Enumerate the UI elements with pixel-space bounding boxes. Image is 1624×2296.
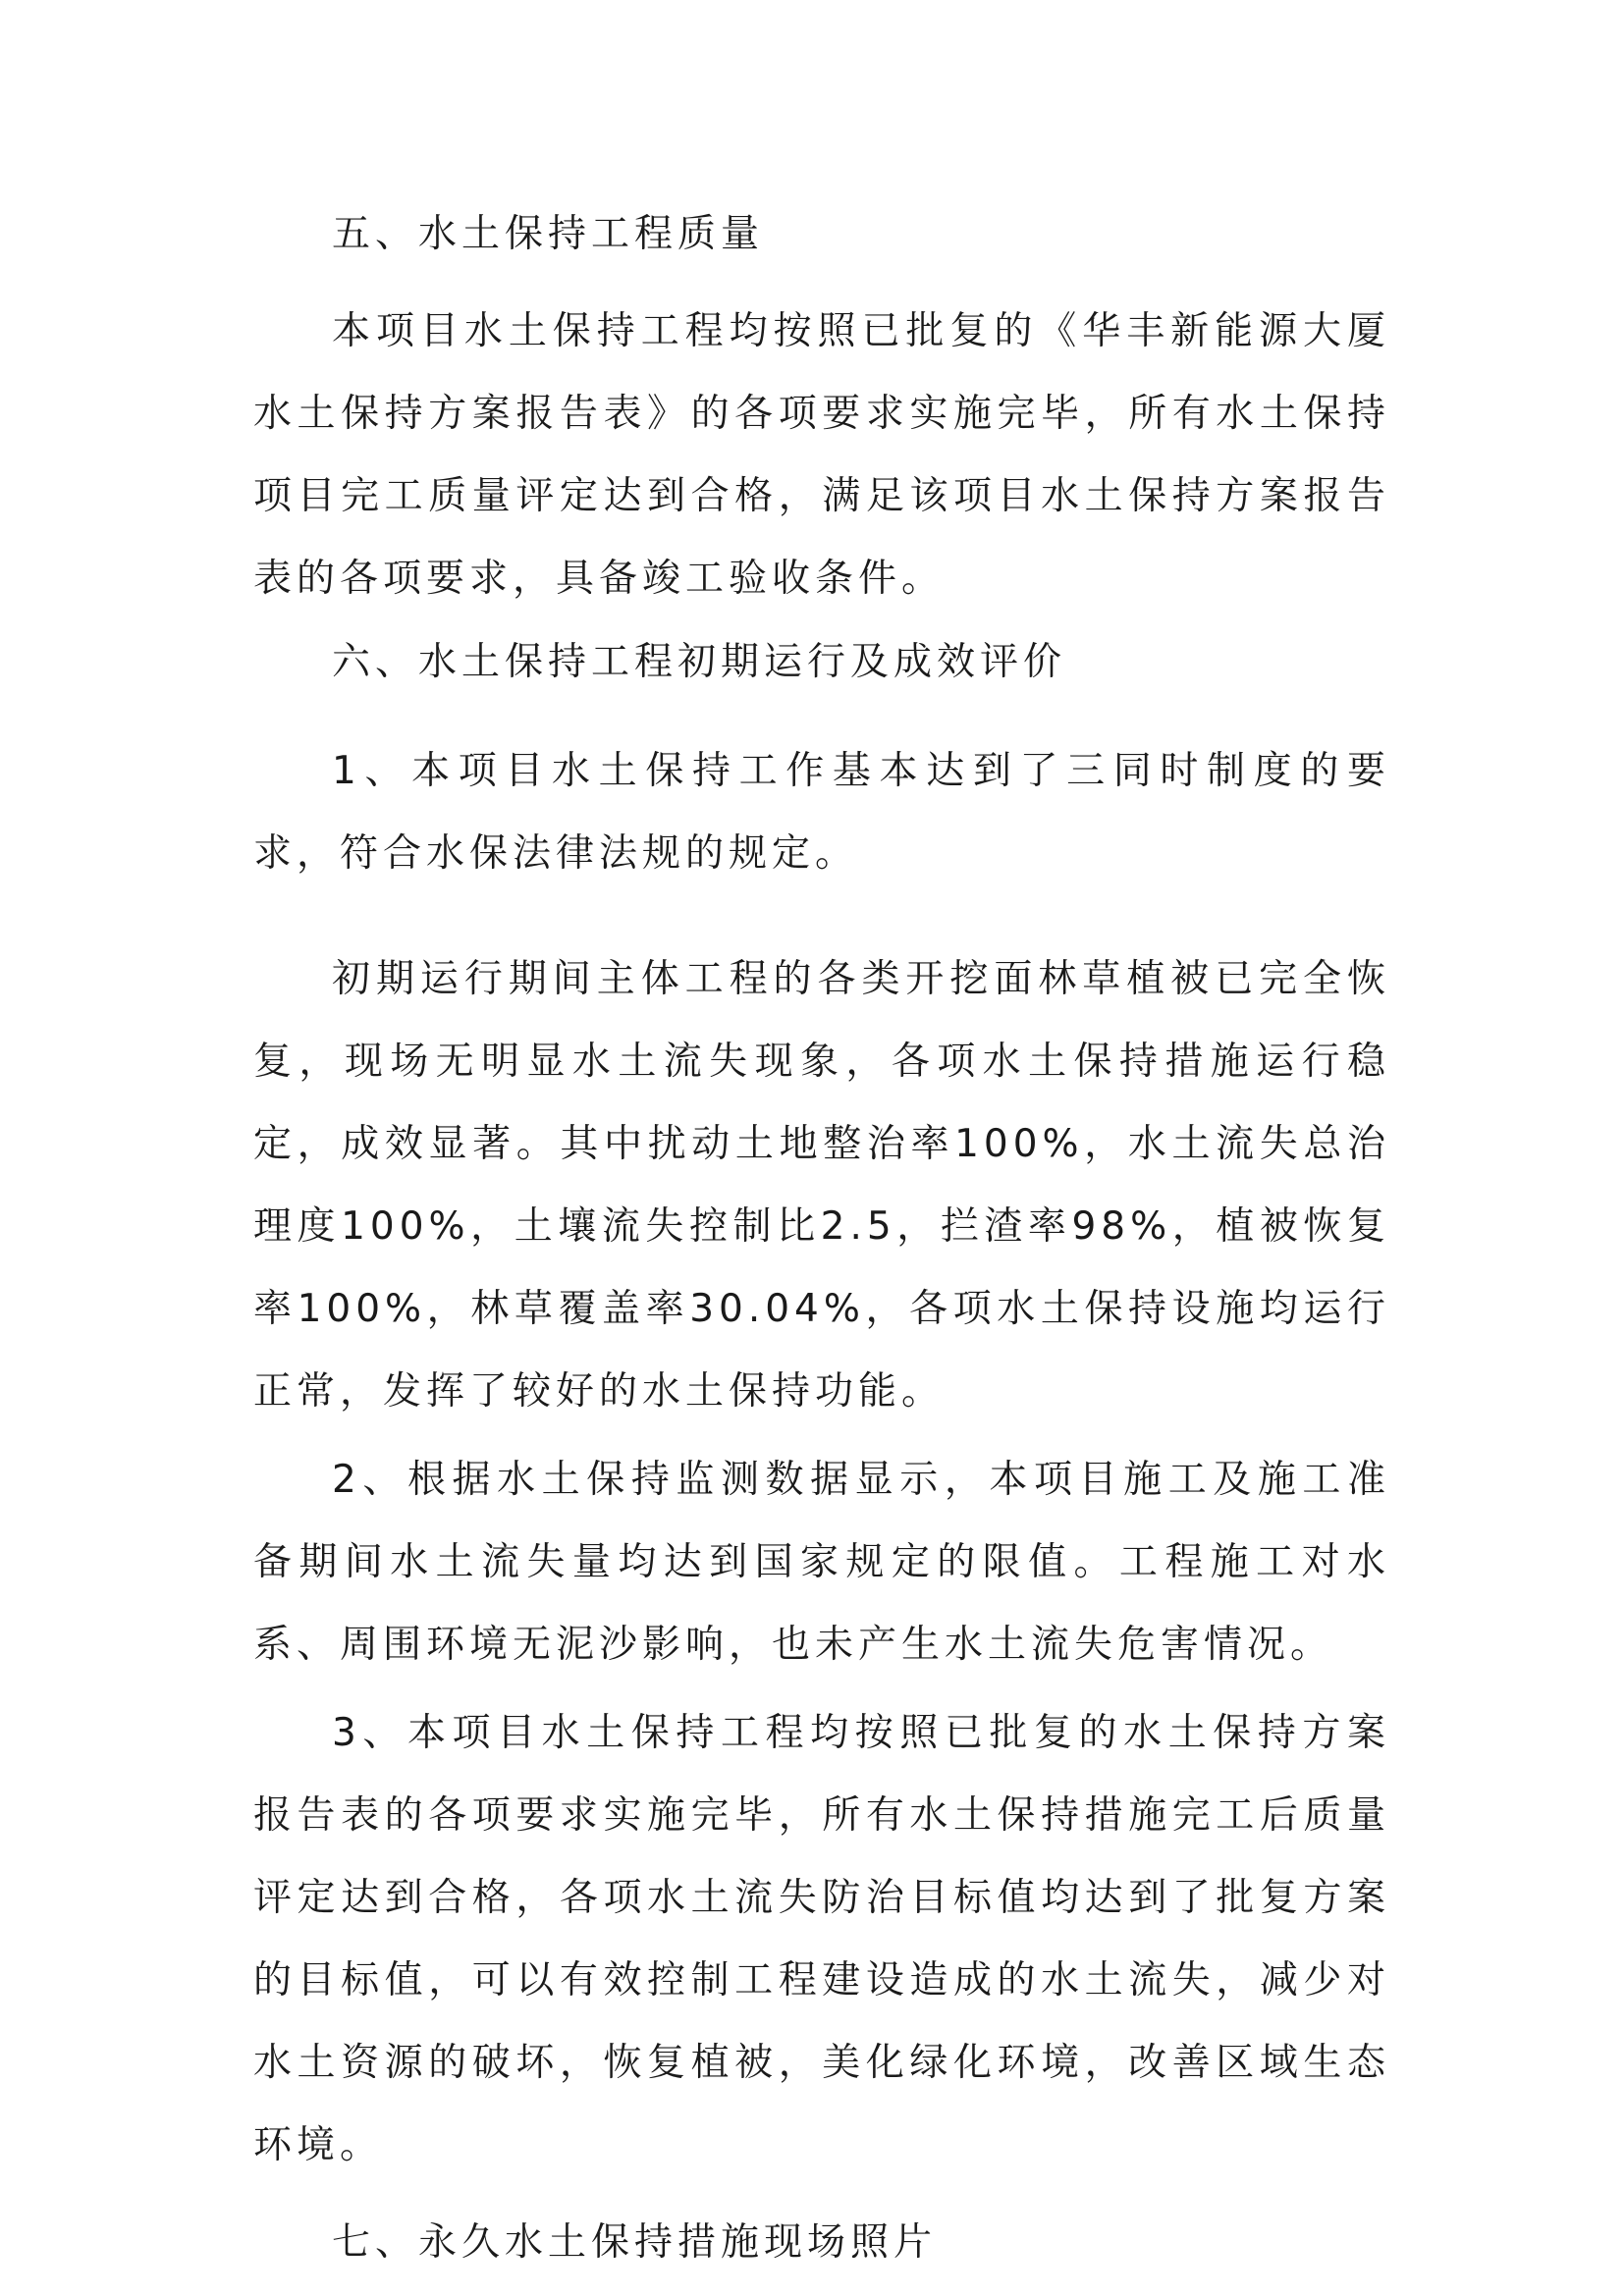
section-6-heading: 六、水土保持工程初期运行及成效评价 bbox=[332, 640, 1067, 684]
document-body bbox=[253, 192, 1390, 2271]
section-6-item-2: 2、根据水土保持监测数据显示，本项目施工及施工准备期间水土流失量均达到国家规定的限值。工程施工对水系、周围环境无泥沙影响，也未产生水土流失危害情况。 bbox=[253, 1458, 1390, 1667]
section-6-item-3: 3、本项目水土保持工程均按照已批复的水土保持方案报告表的各项要求实施完毕，所有水土保持措施完工后质量评定达到合格，各项水土流失防治目标值均达到了批复方案的目标值，可以有效控制工程建设造成的水土流失，减少对水土资源的破坏，恢复植被，美化绿化环境，改善区域生态环境。 bbox=[253, 1711, 1390, 2167]
section-5-heading: 五、水土保持工程质量 bbox=[332, 212, 765, 256]
section-6-item-1-detail: 初期运行期间主体工程的各类开挖面林草植被已完全恢复，现场无明显水土流失现象，各项水土保持措施运行稳定，成效显著。其中扰动土地整治率100%，水土流失总治理度100%，土壤流失控制比2.5，拦渣率98%，植被恢复率100%，林草覆盖率30.04%，各项水土保持设施均运行正常，发挥了较好的水土保持功能。 bbox=[253, 957, 1390, 1414]
section-5-paragraph: 本项目水土保持工程均按照已批复的《华丰新能源大厦水土保持方案报告表》的各项要求实施完毕，所有水土保持项目完工质量评定达到合格，满足该项目水土保持方案报告表的各项要求，具备竣工验收条件。 bbox=[253, 309, 1390, 601]
section-6-item-1: 1、本项目水土保持工作基本达到了三同时制度的要求，符合水保法律法规的规定。 bbox=[253, 749, 1390, 876]
section-7-heading: 七、永久水土保持措施现场照片 bbox=[332, 2220, 938, 2265]
